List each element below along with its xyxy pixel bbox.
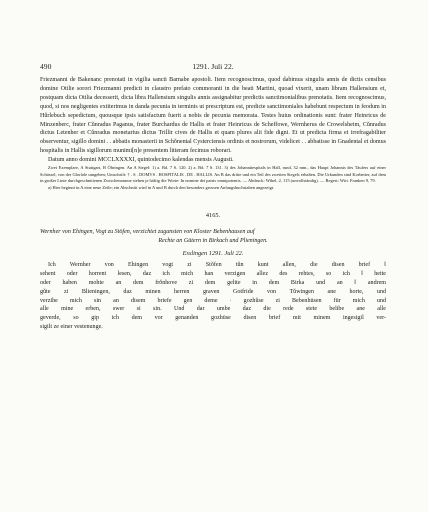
page-header bbox=[40, 62, 386, 74]
previous-document-text: Friezmanni de Bakenanc prenotati in vigilia sancti Barnabe apostoli. Item recognoscimus, quod dabimus singulis annis de dictis censibus domine Otilie sorori Friezmanni predicti in claustro prefato commoranti in die beati Martini, quoad vixerit, unam libram Hallensium et, postquam dicta Otilia decesserit, dicta libra Hallensium singulis annis assignabitur predictis sanctimonialibus prenotatis. Item recognoscimus, quod, si nos negligentes extiterimus in danda pecunia in terminis ut prescriptum est, predicte sanctimoniales habebunt respectum in feodum in Hŭrlebuch sepedictum, quousque ipsis satisfactum fuerit a nobis de pecunia memorata. Testes huius ordinationis sunt: frater Heinricus de Minzenberc, frater Cŭnradus Paganus, frater Burchardus de Hallis et frater Heinricus de Scheffowe, Wernherus de Crowelsheim, Cŭnradus dictus Letenher et Cŭnradus monetarius dictus Trillir cives de Hallis et quam plures alii fide digni. Et ut predicta firma et irrefragabiliter observentur, sigillo domini . . abbatis monasterii in Schŏnental Cysterciensis ordinis et nostrorum, videlicet . . abbatisse in Gnadental et domus hospitalis in Hallis sigillorum munimi[n]e presentem litteram fecimus roborari. bbox=[40, 77, 386, 155]
footnote-a: a) Hier beginnt in A eine neue Zeile; ein Abschnitt wird in A und B durch den besonders grossen Anfangsbuchstaben angezeigt. bbox=[48, 185, 275, 191]
regest-line: Rechte an Gütern in Birkach und Plieningen. bbox=[158, 237, 268, 244]
document-regest bbox=[40, 228, 386, 246]
document-text bbox=[40, 261, 386, 333]
running-header-date: 1291. Juli 22. bbox=[192, 62, 234, 71]
text-line: verzihe mich sin an disem briefe gen deme · gozhŭse zi Bebenhūsen für mich und bbox=[40, 297, 386, 304]
text-line: alle mine erben, swer si sin. Und dar umbe daz die rede stete belibe ane alle bbox=[40, 306, 386, 313]
text-line: geverde, so gip ich dem vor genanden gozhūse disen brief mit minem ingesigil ver- bbox=[40, 315, 386, 322]
previous-document-dating: Datum anno domini MCCLXXXXI, quintodecimo kalendas mensis Augusti. bbox=[48, 157, 234, 164]
regest-line: Wernher von Ehingen, Vogt zu Stöfen, verzichtet zugunsten von Kloster Bebenhausen auf bbox=[40, 228, 255, 235]
text-line: gŭte zi Blieningen, daz minen herren graven Gotfride von Tŭwingen ane horte, und bbox=[40, 288, 386, 295]
document-dating: Esslingen 1291. Juli 22. bbox=[182, 249, 244, 257]
text-line: sehent oder horrent lesen, daz ich mich han verzigen allez des rehtes, so ich ‖ hette bbox=[40, 270, 386, 277]
document-page bbox=[40, 62, 386, 332]
document-number: 4165. bbox=[205, 211, 221, 219]
page-number: 490 bbox=[40, 62, 52, 71]
text-line: sigilt ze einer vestenunge. bbox=[40, 324, 103, 331]
note-tradition: Zwei Exemplare, A Stuttgart, B Öhringen. An A Siegel: 1) a. Bd. 7 S. 120. 2) a. Bd. 7 S. 131. 3) des Johannitespitals in Hall, rund, 32 mm., das Haupt Johannis des Täufers auf einer Schüssel, von der Glorlole umgeben; Umschrift: † . S . DOMVS . HOSPITALIS . DE . HALLIS. An B das dritte und ein Teil des zweiten Siegels erhalten. Die Urkunden sind Korbetter, auf dem in großer Linie durchgeschnittenen Zwischenraume stehen je häftig die Worte: In nomine dei patris omnipotentis. — Abdruck: Wibel, 2, 115 (unvollständig). — Regest: Wirt. Franken 9, 79. bbox=[40, 165, 386, 184]
text-line: oder haben mohte an dem frŏnhove zi dem geltte in dem Birka und an ‖ andrem bbox=[40, 279, 386, 286]
text-line: Ich Wernher von Ehingen vogt zi Stŏfen tŭn kunt allen, die disen brief ‖ bbox=[48, 261, 386, 268]
